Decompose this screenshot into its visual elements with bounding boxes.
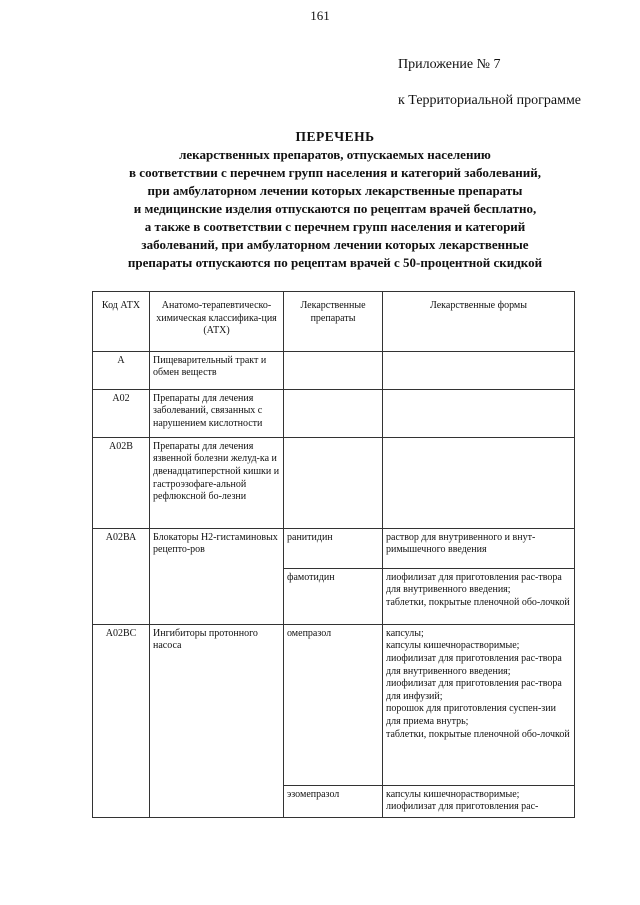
drug-list-table [92, 291, 575, 818]
title-line: в соответствии с перечнем групп населения и категорий заболеваний, [129, 165, 541, 180]
title-heading: ПЕРЕЧЕНЬ [295, 129, 375, 144]
table-row [93, 351, 575, 389]
dosage-form: лиофилизат для приготовления рас-твора для внутривенного введения; [386, 571, 562, 596]
dosage-form: капсулы кишечнорастворимые; [386, 640, 520, 652]
table-row [93, 624, 575, 785]
title-line: и медицинские изделия отпускаются по рецептам врачей бесплатно, [133, 201, 537, 216]
page-number: 161 [310, 8, 330, 23]
appendix-number: Приложение № 7 [398, 57, 501, 72]
atc-code-cell: А02ВА [93, 528, 150, 624]
atc-code-cell: А [93, 351, 150, 389]
dosage-form: таблетки, покрытые пленочной обо-лочкой [386, 728, 570, 740]
forms-cell [383, 624, 575, 785]
forms-cell [383, 568, 575, 624]
appendix-reference: к Территориальной программе [398, 93, 582, 108]
dosage-form: лиофилизат для приготовления рас- [386, 801, 539, 813]
atc-class-cell: Препараты для лечения язвенной болезни желуд-ка и двенадцатиперстной кишки и гастроэзофаге-альной рефлюксной бо-лезни [150, 437, 284, 528]
header-atc-code: Код АТХ [93, 292, 150, 352]
table-row [93, 437, 575, 528]
title-line: лекарственных препаратов, отпускаемых населению [179, 147, 491, 162]
drug-cell [284, 351, 383, 389]
dosage-form: капсулы кишечнорастворимые; [386, 788, 520, 800]
atc-code-cell: А02ВС [93, 624, 150, 817]
table-row [93, 389, 575, 437]
atc-class-cell: Блокаторы Н2-гистаминовых рецепто-ров [150, 528, 284, 624]
atc-class-cell: Пищеварительный тракт и обмен веществ [150, 351, 284, 389]
forms-cell [383, 437, 575, 528]
title-line: а также в соответствии с перечнем групп населения и категорий [144, 219, 526, 234]
header-dosage-forms: Лекарственные формы [383, 292, 575, 352]
drug-cell [284, 389, 383, 437]
forms-cell [383, 389, 575, 437]
atc-class-cell: Ингибиторы протонного насоса [150, 624, 284, 817]
title-line: препараты отпускаются по рецептам врачей с 50-процентной скидкой [127, 255, 543, 270]
drug-cell: омепразол [284, 624, 383, 785]
title-line: при амбулаторном лечении которых лекарственные препараты [147, 183, 523, 198]
forms-cell [383, 528, 575, 568]
title-line: заболеваний, при амбулаторном лечении которых лекарственные [141, 237, 529, 252]
document-title [70, 128, 600, 272]
drug-cell: эзомепразол [284, 785, 383, 817]
table-header-row [93, 292, 575, 352]
drug-cell: фамотидин [284, 568, 383, 624]
forms-cell [383, 785, 575, 817]
table-row [93, 528, 575, 568]
dosage-form: лиофилизат для приготовления рас-твора для инфузий; [386, 678, 562, 702]
atc-code-cell: А02В [93, 437, 150, 528]
appendix-caption [398, 47, 588, 119]
drug-cell: ранитидин [284, 528, 383, 568]
forms-cell [383, 351, 575, 389]
dosage-form: порошок для приготовления суспен-зии для приема внутрь; [386, 703, 556, 727]
header-drugs: Лекарственные препараты [284, 292, 383, 352]
atc-class-cell: Препараты для лечения заболеваний, связанных с нарушением кислотности [150, 389, 284, 437]
dosage-form: раствор для внутривенного и внут-римышечного введения [386, 531, 536, 556]
drug-cell [284, 437, 383, 528]
dosage-form: лиофилизат для приготовления рас-твора для внутривенного введения; [386, 652, 562, 677]
atc-code-cell: А02 [93, 389, 150, 437]
header-atc-classification: Анатомо-терапевтическо-химическая классифика-ция (АТХ) [150, 292, 284, 352]
dosage-form: капсулы; [386, 627, 424, 639]
dosage-form: таблетки, покрытые пленочной обо-лочкой [386, 596, 570, 608]
